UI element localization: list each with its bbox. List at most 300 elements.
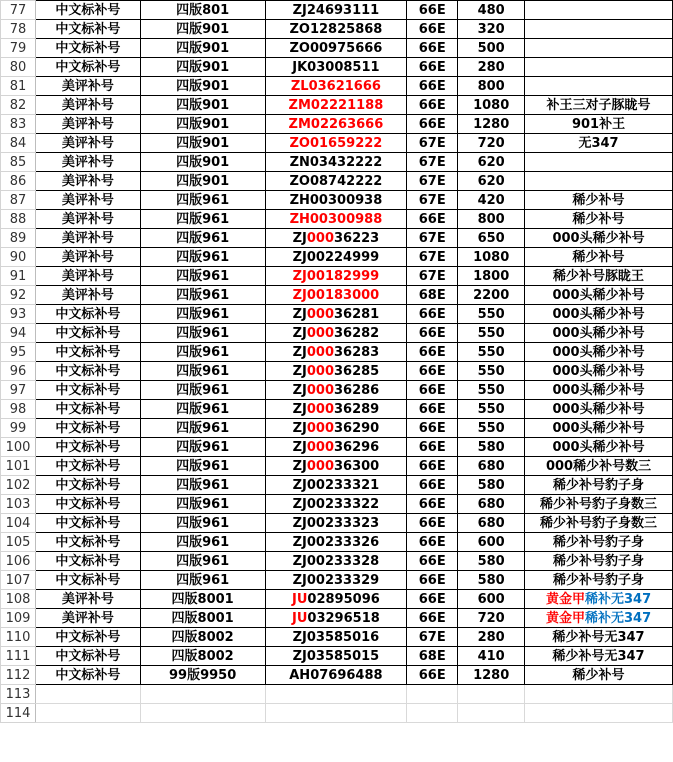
category-cell[interactable]: 美评补号 [35, 77, 140, 96]
version-cell[interactable]: 四版8001 [140, 590, 265, 609]
row-header[interactable]: 89 [1, 229, 36, 248]
empty-row [1, 685, 673, 704]
serial-cell[interactable] [265, 457, 407, 476]
category-cell[interactable]: 中文标补号 [35, 552, 140, 571]
row-header[interactable]: 105 [1, 533, 36, 552]
row-header[interactable]: 81 [1, 77, 36, 96]
row-header[interactable]: 100 [1, 438, 36, 457]
serial-cell[interactable] [265, 305, 407, 324]
serial-text-part: 000 [306, 344, 334, 360]
grade-cell[interactable]: 66E [407, 324, 458, 343]
serial-text-part: ZJ [292, 401, 307, 417]
version-cell[interactable]: 四版901 [140, 20, 265, 39]
note-cell[interactable]: 稀少补号 [525, 191, 673, 210]
serial-cell[interactable] [265, 115, 407, 134]
empty-cell[interactable] [525, 685, 673, 704]
category-cell[interactable]: 中文标补号 [35, 20, 140, 39]
row-header[interactable]: 96 [1, 362, 36, 381]
category-cell[interactable]: 美评补号 [35, 248, 140, 267]
price-cell[interactable]: 600 [458, 533, 525, 552]
grade-cell[interactable]: 68E [407, 647, 458, 666]
table-row [1, 628, 673, 647]
price-cell[interactable]: 580 [458, 571, 525, 590]
serial-cell[interactable] [265, 343, 407, 362]
grade-cell[interactable]: 66E [407, 58, 458, 77]
serial-cell[interactable] [265, 210, 407, 229]
empty-cell[interactable] [140, 704, 265, 723]
version-cell[interactable]: 四版901 [140, 77, 265, 96]
price-cell[interactable]: 2200 [458, 286, 525, 305]
row-header[interactable]: 86 [1, 172, 36, 191]
note-cell[interactable]: 000头稀少补号 [525, 419, 673, 438]
category-cell[interactable]: 中文标补号 [35, 400, 140, 419]
row-header[interactable]: 104 [1, 514, 36, 533]
price-cell[interactable]: 550 [458, 324, 525, 343]
serial-cell[interactable] [265, 533, 407, 552]
category-cell[interactable]: 中文标补号 [35, 305, 140, 324]
empty-cell[interactable] [458, 685, 525, 704]
version-cell[interactable]: 四版961 [140, 457, 265, 476]
version-cell[interactable]: 99版9950 [140, 666, 265, 685]
row-header[interactable]: 87 [1, 191, 36, 210]
note-cell[interactable]: 000头稀少补号 [525, 362, 673, 381]
version-cell[interactable]: 四版961 [140, 438, 265, 457]
price-cell[interactable]: 680 [458, 495, 525, 514]
version-cell[interactable]: 四版901 [140, 58, 265, 77]
row-header[interactable]: 88 [1, 210, 36, 229]
empty-cell[interactable] [140, 685, 265, 704]
grade-cell[interactable]: 66E [407, 419, 458, 438]
note-cell[interactable] [525, 58, 673, 77]
price-cell[interactable]: 320 [458, 20, 525, 39]
row-header[interactable]: 110 [1, 628, 36, 647]
serial-text-part: ZJ00233323 [292, 515, 380, 531]
price-cell[interactable]: 550 [458, 419, 525, 438]
version-cell[interactable]: 四版961 [140, 533, 265, 552]
serial-text-part: 000 [306, 458, 334, 474]
note-cell[interactable] [525, 609, 673, 628]
price-cell[interactable]: 1080 [458, 96, 525, 115]
category-cell[interactable]: 中文标补号 [35, 514, 140, 533]
note-cell[interactable]: 稀少补号豹子身 [525, 552, 673, 571]
version-cell[interactable]: 四版961 [140, 571, 265, 590]
note-cell[interactable]: 000头稀少补号 [525, 400, 673, 419]
category-cell[interactable]: 中文标补号 [35, 457, 140, 476]
serial-text-part: 000 [306, 420, 334, 436]
row-header[interactable]: 93 [1, 305, 36, 324]
category-cell[interactable]: 中文标补号 [35, 381, 140, 400]
row-header[interactable]: 98 [1, 400, 36, 419]
price-cell[interactable]: 800 [458, 77, 525, 96]
serial-cell[interactable] [265, 590, 407, 609]
price-cell[interactable]: 280 [458, 628, 525, 647]
row-header[interactable]: 111 [1, 647, 36, 666]
serial-text-part: ZJ00183000 [292, 287, 380, 303]
serial-cell[interactable] [265, 172, 407, 191]
serial-text-part: 36223 [334, 230, 380, 246]
version-cell[interactable]: 四版961 [140, 514, 265, 533]
row-header[interactable]: 91 [1, 267, 36, 286]
serial-text-part: ZJ [292, 439, 307, 455]
row-header[interactable]: 95 [1, 343, 36, 362]
note-cell[interactable]: 稀少补号豹子身数三 [525, 495, 673, 514]
category-cell[interactable]: 美评补号 [35, 191, 140, 210]
row-header[interactable]: 112 [1, 666, 36, 685]
row-header[interactable]: 84 [1, 134, 36, 153]
empty-cell[interactable] [458, 704, 525, 723]
price-cell[interactable]: 480 [458, 1, 525, 20]
grade-cell[interactable]: 66E [407, 20, 458, 39]
version-cell[interactable]: 四版961 [140, 419, 265, 438]
empty-cell[interactable] [407, 704, 458, 723]
version-cell[interactable]: 四版961 [140, 343, 265, 362]
serial-cell[interactable] [265, 666, 407, 685]
note-cell[interactable]: 稀少补号 [525, 210, 673, 229]
grade-cell[interactable]: 68E [407, 286, 458, 305]
grade-cell[interactable]: 66E [407, 495, 458, 514]
note-cell[interactable]: 稀少补号豹子身 [525, 476, 673, 495]
version-cell[interactable]: 四版961 [140, 362, 265, 381]
price-cell[interactable]: 580 [458, 552, 525, 571]
note-cell[interactable]: 稀少补号豚眬王 [525, 267, 673, 286]
serial-cell[interactable] [265, 552, 407, 571]
price-cell[interactable]: 720 [458, 134, 525, 153]
price-cell[interactable]: 550 [458, 381, 525, 400]
price-cell[interactable]: 550 [458, 362, 525, 381]
serial-text-part: ZJ00233321 [292, 477, 380, 493]
serial-cell[interactable] [265, 495, 407, 514]
price-cell[interactable]: 500 [458, 39, 525, 58]
row-header[interactable]: 99 [1, 419, 36, 438]
note-cell[interactable]: 000头稀少补号 [525, 286, 673, 305]
row-header[interactable]: 101 [1, 457, 36, 476]
category-cell[interactable]: 中文标补号 [35, 1, 140, 20]
category-cell[interactable]: 中文标补号 [35, 324, 140, 343]
note-cell[interactable]: 000头稀少补号 [525, 305, 673, 324]
grade-cell[interactable]: 66E [407, 96, 458, 115]
row-header[interactable]: 80 [1, 58, 36, 77]
grade-cell[interactable]: 67E [407, 267, 458, 286]
grade-cell[interactable]: 66E [407, 552, 458, 571]
note-cell[interactable] [525, 77, 673, 96]
note-cell[interactable] [525, 153, 673, 172]
serial-text-part: ZJ00233322 [292, 496, 380, 512]
row-header[interactable]: 92 [1, 286, 36, 305]
version-cell[interactable]: 四版901 [140, 172, 265, 191]
version-cell[interactable]: 四版961 [140, 191, 265, 210]
row-header[interactable]: 90 [1, 248, 36, 267]
category-cell[interactable]: 美评补号 [35, 590, 140, 609]
note-cell[interactable]: 无347 [525, 134, 673, 153]
grade-cell[interactable]: 66E [407, 571, 458, 590]
row-header[interactable]: 94 [1, 324, 36, 343]
grade-cell[interactable]: 66E [407, 381, 458, 400]
serial-cell[interactable] [265, 647, 407, 666]
category-cell[interactable]: 中文标补号 [35, 362, 140, 381]
serial-cell[interactable] [265, 381, 407, 400]
note-cell[interactable] [525, 1, 673, 20]
row-header[interactable]: 102 [1, 476, 36, 495]
version-cell[interactable]: 四版901 [140, 115, 265, 134]
price-cell[interactable]: 280 [458, 58, 525, 77]
empty-cell[interactable] [265, 704, 407, 723]
price-cell[interactable]: 650 [458, 229, 525, 248]
price-cell[interactable]: 800 [458, 210, 525, 229]
row-header[interactable]: 114 [1, 704, 36, 723]
price-cell[interactable]: 550 [458, 400, 525, 419]
category-cell[interactable]: 美评补号 [35, 96, 140, 115]
grade-cell[interactable]: 67E [407, 134, 458, 153]
version-cell[interactable]: 四版961 [140, 400, 265, 419]
version-cell[interactable]: 四版961 [140, 476, 265, 495]
version-cell[interactable]: 四版961 [140, 267, 265, 286]
serial-text-part: 03296518 [307, 610, 380, 626]
serial-cell[interactable] [265, 191, 407, 210]
serial-cell[interactable] [265, 286, 407, 305]
note-cell[interactable]: 补王三对子豚眬号 [525, 96, 673, 115]
category-cell[interactable]: 中文标补号 [35, 438, 140, 457]
note-cell[interactable] [525, 590, 673, 609]
category-cell[interactable]: 中文标补号 [35, 666, 140, 685]
note-cell[interactable]: 000头稀少补号 [525, 343, 673, 362]
table-row [1, 533, 673, 552]
price-cell[interactable]: 600 [458, 590, 525, 609]
category-cell[interactable]: 美评补号 [35, 286, 140, 305]
row-header[interactable]: 83 [1, 115, 36, 134]
category-cell[interactable]: 中文标补号 [35, 495, 140, 514]
row-header[interactable]: 82 [1, 96, 36, 115]
note-cell[interactable]: 稀少补号无347 [525, 647, 673, 666]
serial-cell[interactable] [265, 476, 407, 495]
price-cell[interactable]: 1280 [458, 666, 525, 685]
grade-cell[interactable]: 66E [407, 39, 458, 58]
price-cell[interactable]: 410 [458, 647, 525, 666]
serial-text-part: 36285 [334, 363, 380, 379]
note-cell[interactable] [525, 39, 673, 58]
empty-cell[interactable] [407, 685, 458, 704]
grade-cell[interactable]: 66E [407, 305, 458, 324]
table-row [1, 305, 673, 324]
grade-cell[interactable]: 66E [407, 533, 458, 552]
serial-text-part: ZO01659222 [289, 135, 383, 151]
grade-cell[interactable]: 66E [407, 609, 458, 628]
table-row [1, 1, 673, 20]
category-cell[interactable]: 中文标补号 [35, 647, 140, 666]
serial-text-part: 000 [306, 401, 334, 417]
price-cell[interactable]: 620 [458, 172, 525, 191]
note-cell[interactable]: 901补王 [525, 115, 673, 134]
price-cell[interactable]: 550 [458, 343, 525, 362]
category-cell[interactable]: 中文标补号 [35, 476, 140, 495]
serial-text-part: 000 [306, 230, 334, 246]
empty-cell[interactable] [35, 704, 140, 723]
version-cell[interactable]: 四版961 [140, 305, 265, 324]
grade-cell[interactable]: 66E [407, 77, 458, 96]
price-cell[interactable]: 420 [458, 191, 525, 210]
category-cell[interactable]: 美评补号 [35, 115, 140, 134]
category-cell[interactable]: 中文标补号 [35, 571, 140, 590]
row-header[interactable]: 77 [1, 1, 36, 20]
table-row [1, 438, 673, 457]
price-cell[interactable]: 550 [458, 305, 525, 324]
note-cell[interactable] [525, 20, 673, 39]
version-cell[interactable]: 四版901 [140, 39, 265, 58]
category-cell[interactable]: 中文标补号 [35, 343, 140, 362]
category-cell[interactable]: 中文标补号 [35, 39, 140, 58]
note-cell[interactable] [525, 172, 673, 191]
empty-cell[interactable] [35, 685, 140, 704]
row-header[interactable]: 97 [1, 381, 36, 400]
price-cell[interactable]: 620 [458, 153, 525, 172]
category-cell[interactable]: 美评补号 [35, 172, 140, 191]
version-cell[interactable]: 四版961 [140, 552, 265, 571]
serial-cell[interactable] [265, 134, 407, 153]
row-header[interactable]: 79 [1, 39, 36, 58]
price-cell[interactable]: 1800 [458, 267, 525, 286]
version-cell[interactable]: 四版961 [140, 381, 265, 400]
version-cell[interactable]: 四版961 [140, 229, 265, 248]
table-row [1, 115, 673, 134]
serial-cell[interactable] [265, 39, 407, 58]
table-row [1, 400, 673, 419]
serial-cell[interactable] [265, 324, 407, 343]
category-cell[interactable]: 美评补号 [35, 134, 140, 153]
version-cell[interactable]: 四版8002 [140, 628, 265, 647]
serial-cell[interactable] [265, 77, 407, 96]
price-cell[interactable]: 680 [458, 457, 525, 476]
grade-cell[interactable]: 67E [407, 229, 458, 248]
price-cell[interactable]: 720 [458, 609, 525, 628]
serial-cell[interactable] [265, 96, 407, 115]
serial-cell[interactable] [265, 362, 407, 381]
serial-cell[interactable] [265, 20, 407, 39]
table-row [1, 134, 673, 153]
serial-text-part: JK03008511 [292, 59, 380, 75]
grade-cell[interactable]: 67E [407, 153, 458, 172]
serial-text-part: ZJ00233326 [292, 534, 380, 550]
note-cell[interactable]: 稀少补号 [525, 666, 673, 685]
version-cell[interactable]: 四版961 [140, 286, 265, 305]
version-cell[interactable]: 四版901 [140, 153, 265, 172]
serial-cell[interactable] [265, 58, 407, 77]
note-cell[interactable]: 稀少补号无347 [525, 628, 673, 647]
note-cell[interactable]: 000头稀少补号 [525, 229, 673, 248]
note-cell[interactable]: 稀少补号豹子身数三 [525, 514, 673, 533]
category-cell[interactable]: 中文标补号 [35, 533, 140, 552]
grade-cell[interactable]: 66E [407, 457, 458, 476]
serial-text-part: ZM02263666 [288, 116, 384, 132]
category-cell[interactable]: 美评补号 [35, 210, 140, 229]
serial-cell[interactable] [265, 248, 407, 267]
version-cell[interactable]: 四版961 [140, 210, 265, 229]
category-cell[interactable]: 美评补号 [35, 153, 140, 172]
serial-cell[interactable] [265, 628, 407, 647]
serial-cell[interactable] [265, 419, 407, 438]
empty-cell[interactable] [265, 685, 407, 704]
serial-cell[interactable] [265, 609, 407, 628]
serial-text-part: 36289 [334, 401, 380, 417]
serial-cell[interactable] [265, 153, 407, 172]
category-cell[interactable]: 中文标补号 [35, 628, 140, 647]
grade-cell[interactable]: 66E [407, 666, 458, 685]
table-row [1, 476, 673, 495]
version-cell[interactable]: 四版961 [140, 248, 265, 267]
version-cell[interactable]: 四版8001 [140, 609, 265, 628]
grade-cell[interactable]: 67E [407, 191, 458, 210]
serial-cell[interactable] [265, 267, 407, 286]
row-header[interactable]: 113 [1, 685, 36, 704]
price-cell[interactable]: 1080 [458, 248, 525, 267]
note-cell[interactable]: 稀少补号 [525, 248, 673, 267]
grade-cell[interactable]: 67E [407, 248, 458, 267]
grade-cell[interactable]: 66E [407, 476, 458, 495]
grade-cell[interactable]: 66E [407, 438, 458, 457]
grade-cell[interactable]: 66E [407, 115, 458, 134]
row-header[interactable]: 106 [1, 552, 36, 571]
version-cell[interactable]: 四版901 [140, 96, 265, 115]
grade-cell[interactable]: 66E [407, 1, 458, 20]
note-cell[interactable]: 000头稀少补号 [525, 381, 673, 400]
price-cell[interactable]: 1280 [458, 115, 525, 134]
serial-cell[interactable] [265, 229, 407, 248]
version-cell[interactable]: 四版901 [140, 134, 265, 153]
grade-cell[interactable]: 66E [407, 343, 458, 362]
note-cell[interactable]: 000头稀少补号 [525, 438, 673, 457]
row-header[interactable]: 78 [1, 20, 36, 39]
row-header[interactable]: 107 [1, 571, 36, 590]
grade-cell[interactable]: 67E [407, 172, 458, 191]
price-cell[interactable]: 580 [458, 438, 525, 457]
empty-cell[interactable] [525, 704, 673, 723]
note-cell[interactable]: 稀少补号豹子身 [525, 571, 673, 590]
serial-cell[interactable] [265, 571, 407, 590]
row-header[interactable]: 109 [1, 609, 36, 628]
version-cell[interactable]: 四版961 [140, 324, 265, 343]
grade-cell[interactable]: 66E [407, 210, 458, 229]
category-cell[interactable]: 中文标补号 [35, 58, 140, 77]
serial-text-part: ZJ24693111 [292, 2, 380, 18]
serial-cell[interactable] [265, 400, 407, 419]
grade-cell[interactable]: 66E [407, 400, 458, 419]
version-cell[interactable]: 四版801 [140, 1, 265, 20]
table-row [1, 666, 673, 685]
category-cell[interactable]: 中文标补号 [35, 419, 140, 438]
price-cell[interactable]: 680 [458, 514, 525, 533]
row-header[interactable]: 108 [1, 590, 36, 609]
serial-text-part: 36281 [334, 306, 380, 322]
table-row [1, 362, 673, 381]
serial-cell[interactable] [265, 514, 407, 533]
grade-cell[interactable]: 66E [407, 514, 458, 533]
note-cell[interactable]: 000稀少补号数三 [525, 457, 673, 476]
row-header[interactable]: 85 [1, 153, 36, 172]
serial-cell[interactable] [265, 438, 407, 457]
category-cell[interactable]: 美评补号 [35, 267, 140, 286]
category-cell[interactable]: 美评补号 [35, 609, 140, 628]
serial-text-part: ZJ [292, 382, 307, 398]
version-cell[interactable]: 四版961 [140, 495, 265, 514]
grade-cell[interactable]: 67E [407, 628, 458, 647]
note-cell[interactable]: 000头稀少补号 [525, 324, 673, 343]
category-cell[interactable]: 美评补号 [35, 229, 140, 248]
price-cell[interactable]: 580 [458, 476, 525, 495]
serial-cell[interactable] [265, 1, 407, 20]
note-cell[interactable]: 稀少补号豹子身 [525, 533, 673, 552]
version-cell[interactable]: 四版8002 [140, 647, 265, 666]
row-header[interactable]: 103 [1, 495, 36, 514]
grade-cell[interactable]: 66E [407, 590, 458, 609]
grade-cell[interactable]: 66E [407, 362, 458, 381]
